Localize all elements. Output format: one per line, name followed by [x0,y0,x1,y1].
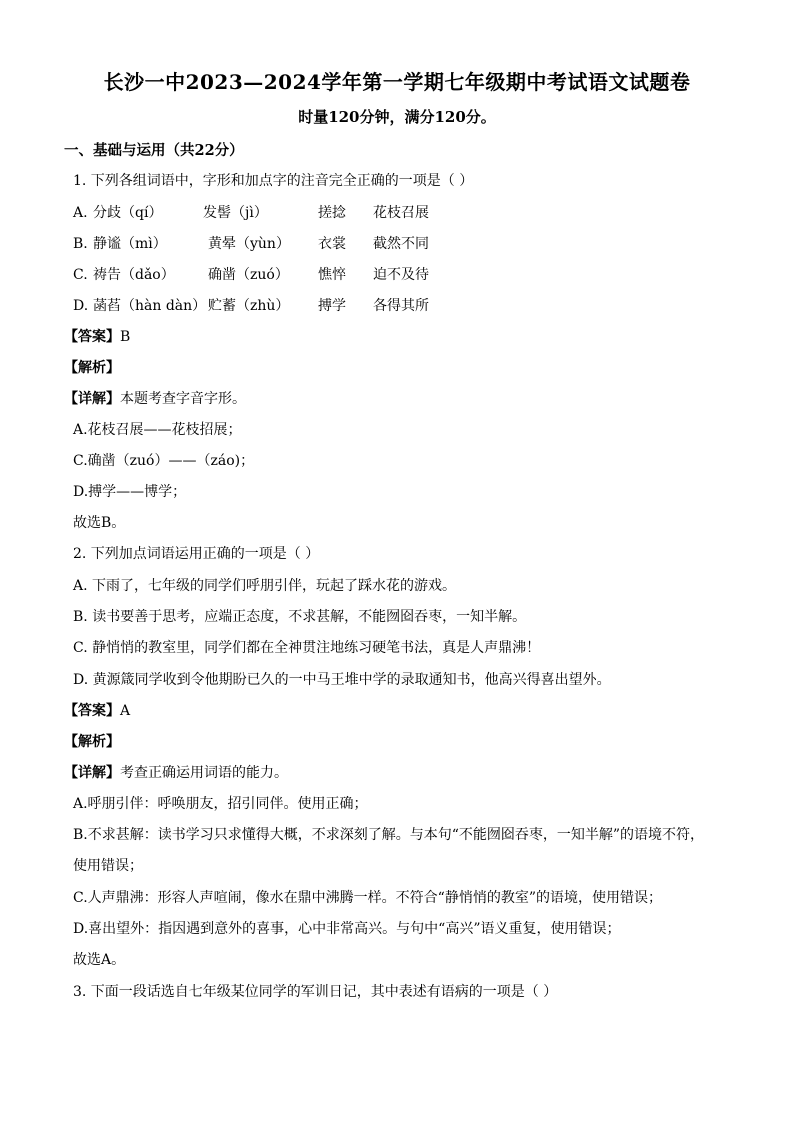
option-word-1: 菡萏（hàn dàn） [93,298,207,314]
analysis-tag: 【解析】 [64,360,120,376]
answer-tag: 【答案】 [64,703,120,719]
option-word-3: 衣裳 [318,236,346,252]
option-word-4: 迫不及待 [373,267,429,283]
q1-answer [64,327,130,347]
option-word-4: 花枝召展 [373,205,429,221]
q2-stem: 2. 下列加点词语运用正确的一项是（ ） [73,546,320,562]
q2-point: B.不求甚解：读书学习只求懂得大概，不求深刻了解。与本句“不能囫囵吞枣，一知半解”的语境不符， [73,827,705,843]
option-word-3: 搓捻 [318,205,346,221]
q2-answer [64,701,130,721]
q1-detail [64,389,246,409]
option-word-1: 祷告（dǎo） [93,267,175,283]
analysis-tag: 【解析】 [64,734,120,750]
option-label: C. [73,267,88,283]
exam-subtitle: 时量120分钟，满分120分。 [298,108,496,126]
q2-analysis-tag [64,732,120,752]
detail-tag: 【详解】 [64,765,120,781]
option-label: B. [73,236,88,252]
detail-text: 考查正确运用词语的能力。 [120,765,288,781]
q2-option-a: A. 下雨了，七年级的同学们呼朋引伴，玩起了踩水花的游戏。 [73,578,457,594]
q2-option-d: D. 黄源箴同学收到令他期盼已久的一中马王堆中学的录取通知书，他高兴得喜出望外。 [73,672,611,688]
option-label: D. [73,298,89,314]
q2-option-b: B. 读书要善于思考，应端正态度，不求甚解，不能囫囵吞枣，一知半解。 [73,609,527,625]
option-label: A. [73,205,88,221]
exam-title: 长沙一中2023—2024学年第一学期七年级期中考试语文试题卷 [103,70,691,94]
q2-point: 使用错误； [73,858,143,874]
q1-point: C.确凿（zuó）——（záo)； [73,453,255,469]
answer-tag: 【答案】 [64,329,120,345]
option-word-1: 静谧（mì） [93,236,167,252]
q1-stem: 1. 下列各组词语中，字形和加点字的注音完全正确的一项是（ ） [73,173,474,189]
section-heading: 一、基础与运用（共22分） [64,142,244,159]
q3-stem: 3. 下面一段话选自七年级某位同学的军训日记，其中表述有语病的一项是（ ） [73,984,558,1000]
answer-value: B [120,329,131,345]
q2-detail [64,763,288,783]
q2-point: C.人声鼎沸：形容人声喧闹，像水在鼎中沸腾一样。不符合“静悄悄的教室”的语境，使用错误； [73,890,662,906]
q2-point: 故选A。 [73,952,126,968]
answer-value: A [120,703,131,719]
option-word-2: 确凿（zuó） [208,267,289,283]
option-word-1: 分歧（qí） [93,205,163,221]
detail-text: 本题考查字音字形。 [120,391,246,407]
q2-option-c: C. 静悄悄的教室里，同学们都在全神贯注地练习硬笔书法，真是人声鼎沸！ [73,640,541,656]
q2-point: D.喜出望外：指因遇到意外的喜事，心中非常高兴。与句中“高兴”语义重复，使用错误； [73,921,621,937]
q2-point: A.呼朋引伴：呼唤朋友，招引同伴。使用正确； [73,796,368,812]
option-word-2: 发髻（jì） [203,205,268,221]
q1-point: D.搏学——博学； [73,484,187,500]
option-word-2: 黄晕（yùn） [208,236,290,252]
option-word-4: 各得其所 [373,298,429,314]
option-word-2: 贮蓄（zhù） [208,298,290,314]
q1-point: 故选B。 [73,515,126,531]
option-word-3: 憔悴 [318,267,346,283]
q1-analysis-tag [64,358,120,378]
q1-point: A.花枝召展——花枝招展； [73,422,242,438]
option-word-4: 截然不同 [373,236,429,252]
detail-tag: 【详解】 [64,391,120,407]
option-word-3: 搏学 [318,298,346,314]
